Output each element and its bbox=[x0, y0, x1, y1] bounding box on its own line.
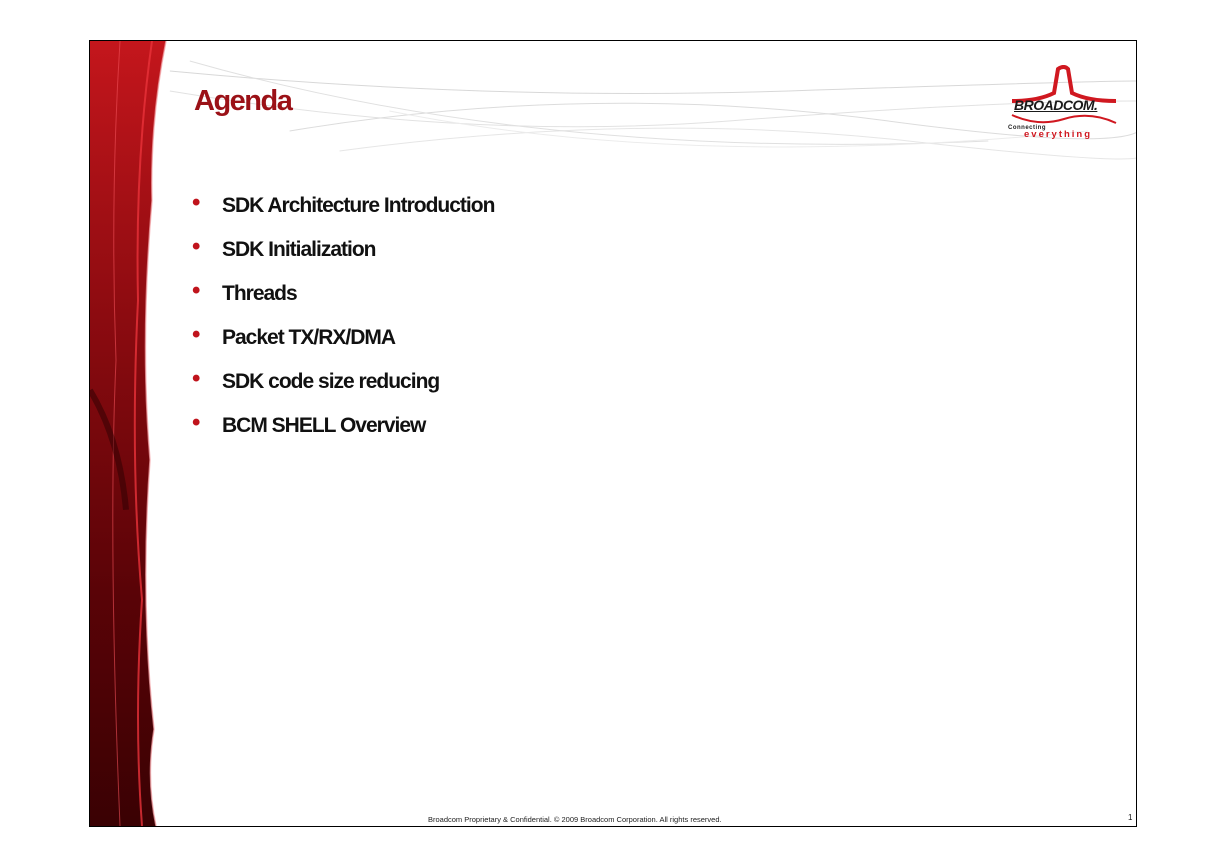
logo-wordmark: BROADCOM. bbox=[1014, 97, 1098, 113]
broadcom-logo bbox=[998, 65, 1128, 149]
bullet-dot-icon: • bbox=[192, 409, 200, 436]
page-number: 1 bbox=[1128, 813, 1133, 822]
slide bbox=[89, 40, 1137, 827]
agenda-item bbox=[192, 191, 494, 235]
agenda-item-label: BCM SHELL Overview bbox=[222, 414, 426, 437]
bullet-dot-icon: • bbox=[192, 321, 200, 348]
agenda-item bbox=[192, 323, 494, 367]
agenda-item bbox=[192, 279, 494, 323]
logo-tagline-everything: everything bbox=[1024, 129, 1093, 140]
agenda-item bbox=[192, 367, 494, 411]
bullet-dot-icon: • bbox=[192, 233, 200, 260]
agenda-item-label: SDK code size reducing bbox=[222, 370, 440, 393]
logo-tagline-connecting: Connecting bbox=[1008, 125, 1046, 131]
bullet-dot-icon: • bbox=[192, 277, 200, 304]
agenda-item-label: SDK Architecture Introduction bbox=[222, 194, 495, 217]
footer-copyright: Broadcom Proprietary & Confidential. © 2009 Broadcom Corporation. All rights reserved. bbox=[428, 815, 722, 824]
agenda-item-label: Packet TX/RX/DMA bbox=[222, 326, 396, 349]
bullet-dot-icon: • bbox=[192, 365, 200, 392]
bullet-dot-icon: • bbox=[192, 189, 200, 216]
slide-title: Agenda bbox=[194, 85, 292, 117]
agenda-item-label: Threads bbox=[222, 282, 297, 305]
agenda-item bbox=[192, 411, 494, 455]
agenda-item-label: SDK Initialization bbox=[222, 238, 376, 261]
agenda-item bbox=[192, 235, 494, 279]
header-swoosh-decoration bbox=[90, 41, 1136, 201]
agenda-list bbox=[192, 191, 494, 455]
